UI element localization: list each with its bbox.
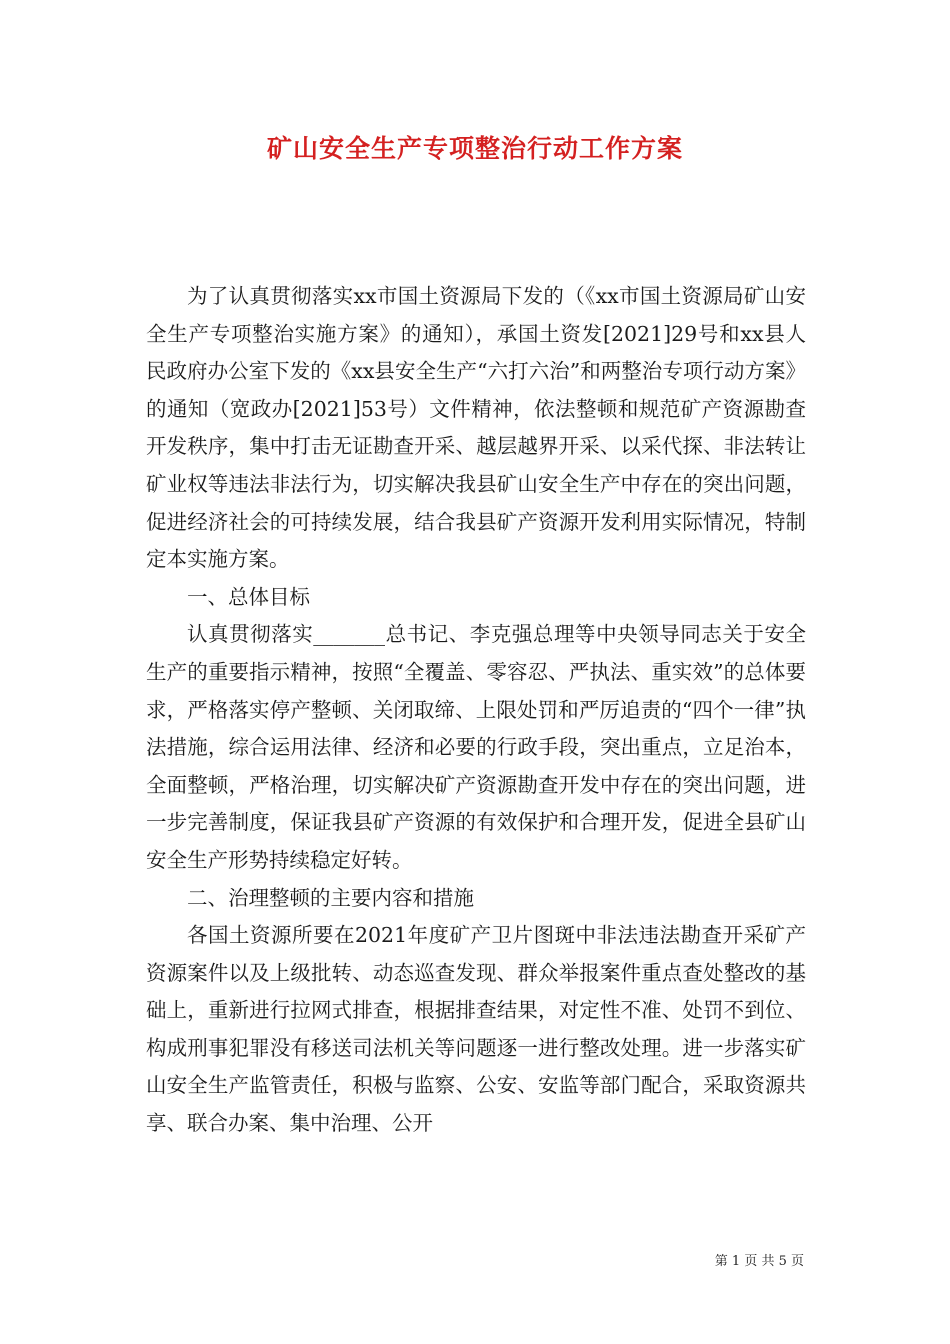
document-title: 矿山安全生产专项整治行动工作方案 (266, 134, 683, 163)
intro-paragraph: 为了认真贯彻落实xx市国土资源局下发的（《xx市国土资源局矿山安全生产专项整治实施方案》的通知），承国土资发[2021]29号和xx县人民政府办公室下发的《xx县安全生产“六打六治”和两整治专项行动方案》的通知（宽政办[2021]53号）文件精神，依法整顿和规范矿产资源勘查开发秩序，集中打击无证勘查开采、越层越界开采、以采代探、非法转让矿业权等违法非法行为，切实解决我县矿山安全生产中存在的突出问题，促进经济社会的可持续发展，结合我县矿产资源开发利用实际情况，特制定本实施方案。 (146, 284, 806, 572)
page-number: 第 1 页 共 5 页 (714, 1254, 804, 1269)
goal-paragraph: 认真贯彻落实_______总书记、李克强总理等中央领导同志关于安全生产的重要指示精神，按照“全覆盖、零容忍、严执法、重实效”的总体要求，严格落实停产整顿、关闭取缔、上限处罚和严厉追责的“四个一律”执法措施，综合运用法律、经济和必要的行政手段，突出重点，立足治本，全面整顿，严格治理，切实解决矿产资源勘查开发中存在的突出问题，进一步完善制度，保证我县矿产资源的有效保护和合理开发，促进全县矿山安全生产形势持续稳定好转。 (146, 622, 806, 872)
section-heading-1: 一、总体目标 (187, 584, 310, 609)
section-heading-2: 二、治理整顿的主要内容和措施 (187, 885, 474, 910)
document-body (146, 278, 806, 1143)
measures-paragraph: 各国土资源所要在2021年度矿产卫片图斑中非法违法勘查开采矿产资源案件以及上级批转、动态巡查发现、群众举报案件重点查处整改的基础上，重新进行拉网式排查，根据排查结果，对定性不准、处罚不到位、构成刑事犯罪没有移送司法机关等问题逐一进行整改处理。进一步落实矿山安全生产监管责任，积极与监察、公安、安监等部门配合，采取资源共享、联合办案、集中治理、公开 (146, 923, 806, 1136)
